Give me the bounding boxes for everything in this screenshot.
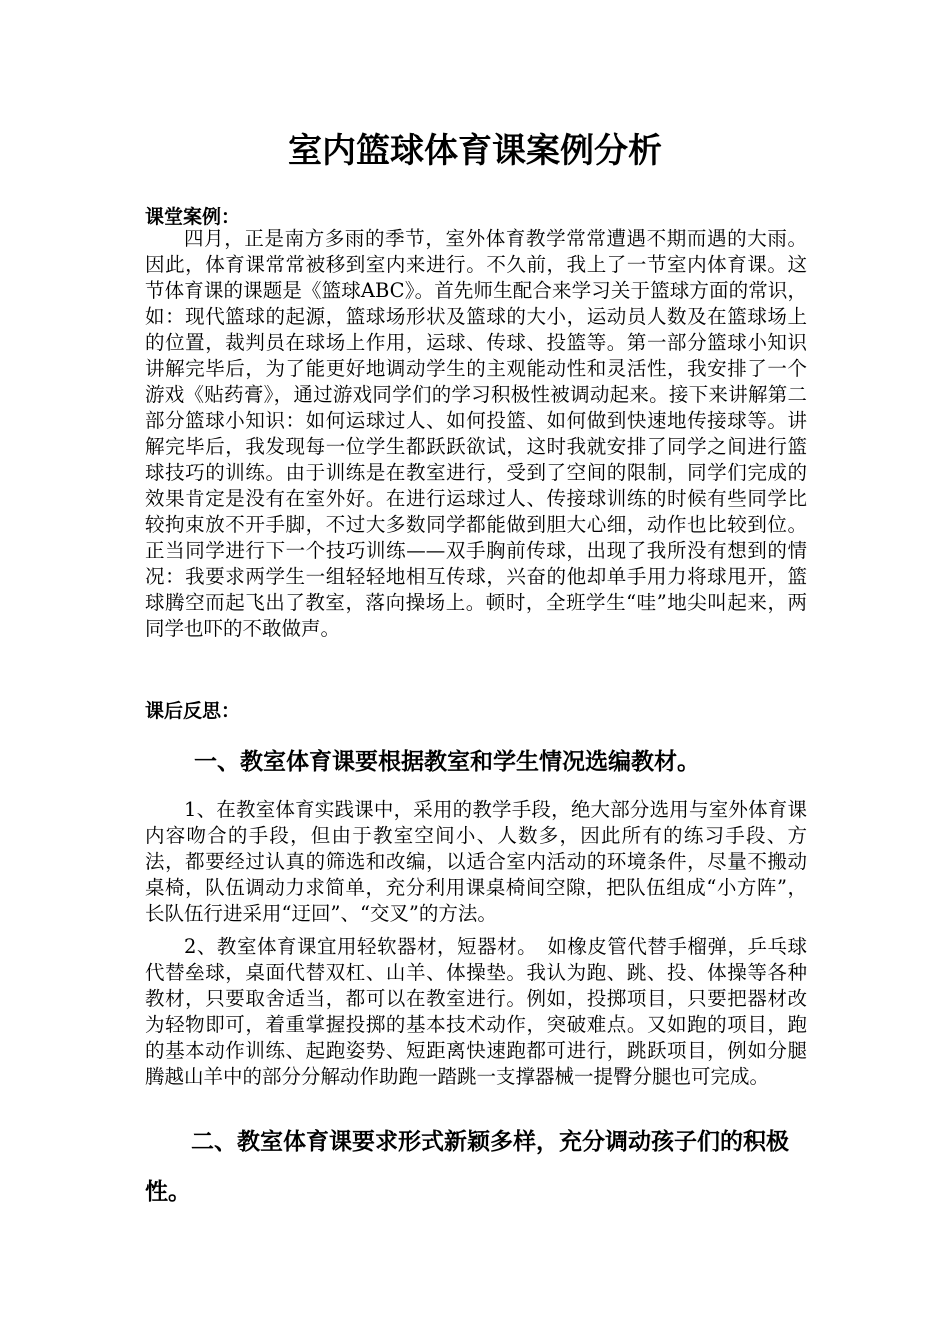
section-heading-1: 一、教室体育课要根据教室和学生情况选编教材。 <box>194 749 700 775</box>
case-section-label: 课堂案例： <box>145 206 241 228</box>
section-heading-2: 二、教室体育课要求形式新颖多样，充分调动孩子们的积极性。 <box>145 1129 789 1205</box>
reflection-paragraph-1: 1、在教室体育实践课中，采用的教学手段，绝大部分选用与室外体育课内容吻合的手段，但由于教室空间小、人数多，因此所有的练习手段、方法，都要经过认真的筛选和改编，以适合室内活动的环境条件，尽量不搬动桌椅，队伍调动力求简单，充分利用课桌椅间空隙，把队伍组成“小方阵”，长队伍行进采用“迂回”、“交叉”的方法。 <box>145 798 807 925</box>
case-paragraph: 四月，正是南方多雨的季节，室外体育教学常常遭遇不期而遇的大雨。因此，体育课常常被移到室内来进行。不久前，我上了一节室内体育课。这节体育课的课题是《篮球ABC》。首先师生配合来学习关于篮球方面的常识，如：现代篮球的起源，篮球场形状及篮球的大小，运动员人数及在篮球场上的位置，裁判员在球场上作用，运球、传球、投篮等。第一部分篮球小知识讲解完毕后，为了能更好地调动学生的主观能动性和灵活性，我安排了一个游戏《贴药膏》，通过游戏同学们的学习积极性被调动起来。接下来讲解第二部分篮球小知识：如何运球过人、如何投篮、如何做到快速地传接球等。讲解完毕后，我发现每一位学生都跃跃欲试，这时我就安排了同学之间进行篮球技巧的训练。由于训练是在教室进行，受到了空间的限制，同学们完成的效果肯定是没有在室外好。在进行运球过人、传接球训练的时候有些同学比较拘束放不开手脚，不过大多数同学都能做到胆大心细，动作也比较到位。正当同学进行下一个技巧训练——双手胸前传球，出现了我所没有想到的情况：我要求两学生一组轻轻地相互传球，兴奋的他却单手用力将球甩开，篮球腾空而起飞出了教室，落向操场上。顿时，全班学生“哇”地尖叫起来，两同学也吓的不敢做声。 <box>145 227 807 640</box>
reflection-paragraph-2: 2、教室体育课宜用轻软器材，短器材。 如橡皮管代替手榴弹，乒乓球代替垒球，桌面代替双杠、山羊、体操垫。我认为跑、跳、投、体操等各种教材，只要取舍适当，都可以在教室进行。例如，投掷项目，只要把器材改为轻物即可，着重掌握投掷的基本技术动作，突破难点。又如跑的项目，跑的基本动作训练、起跑姿势、短距离快速跑都可进行，跳跃项目，例如分腿腾越山羊中的部分分解动作助跑一踏跳一支撑器械一提臀分腿也可完成。 <box>145 935 807 1088</box>
reflection-section-label: 课后反思： <box>145 700 241 722</box>
document-title: 室内篮球体育课案例分析 <box>288 131 662 171</box>
